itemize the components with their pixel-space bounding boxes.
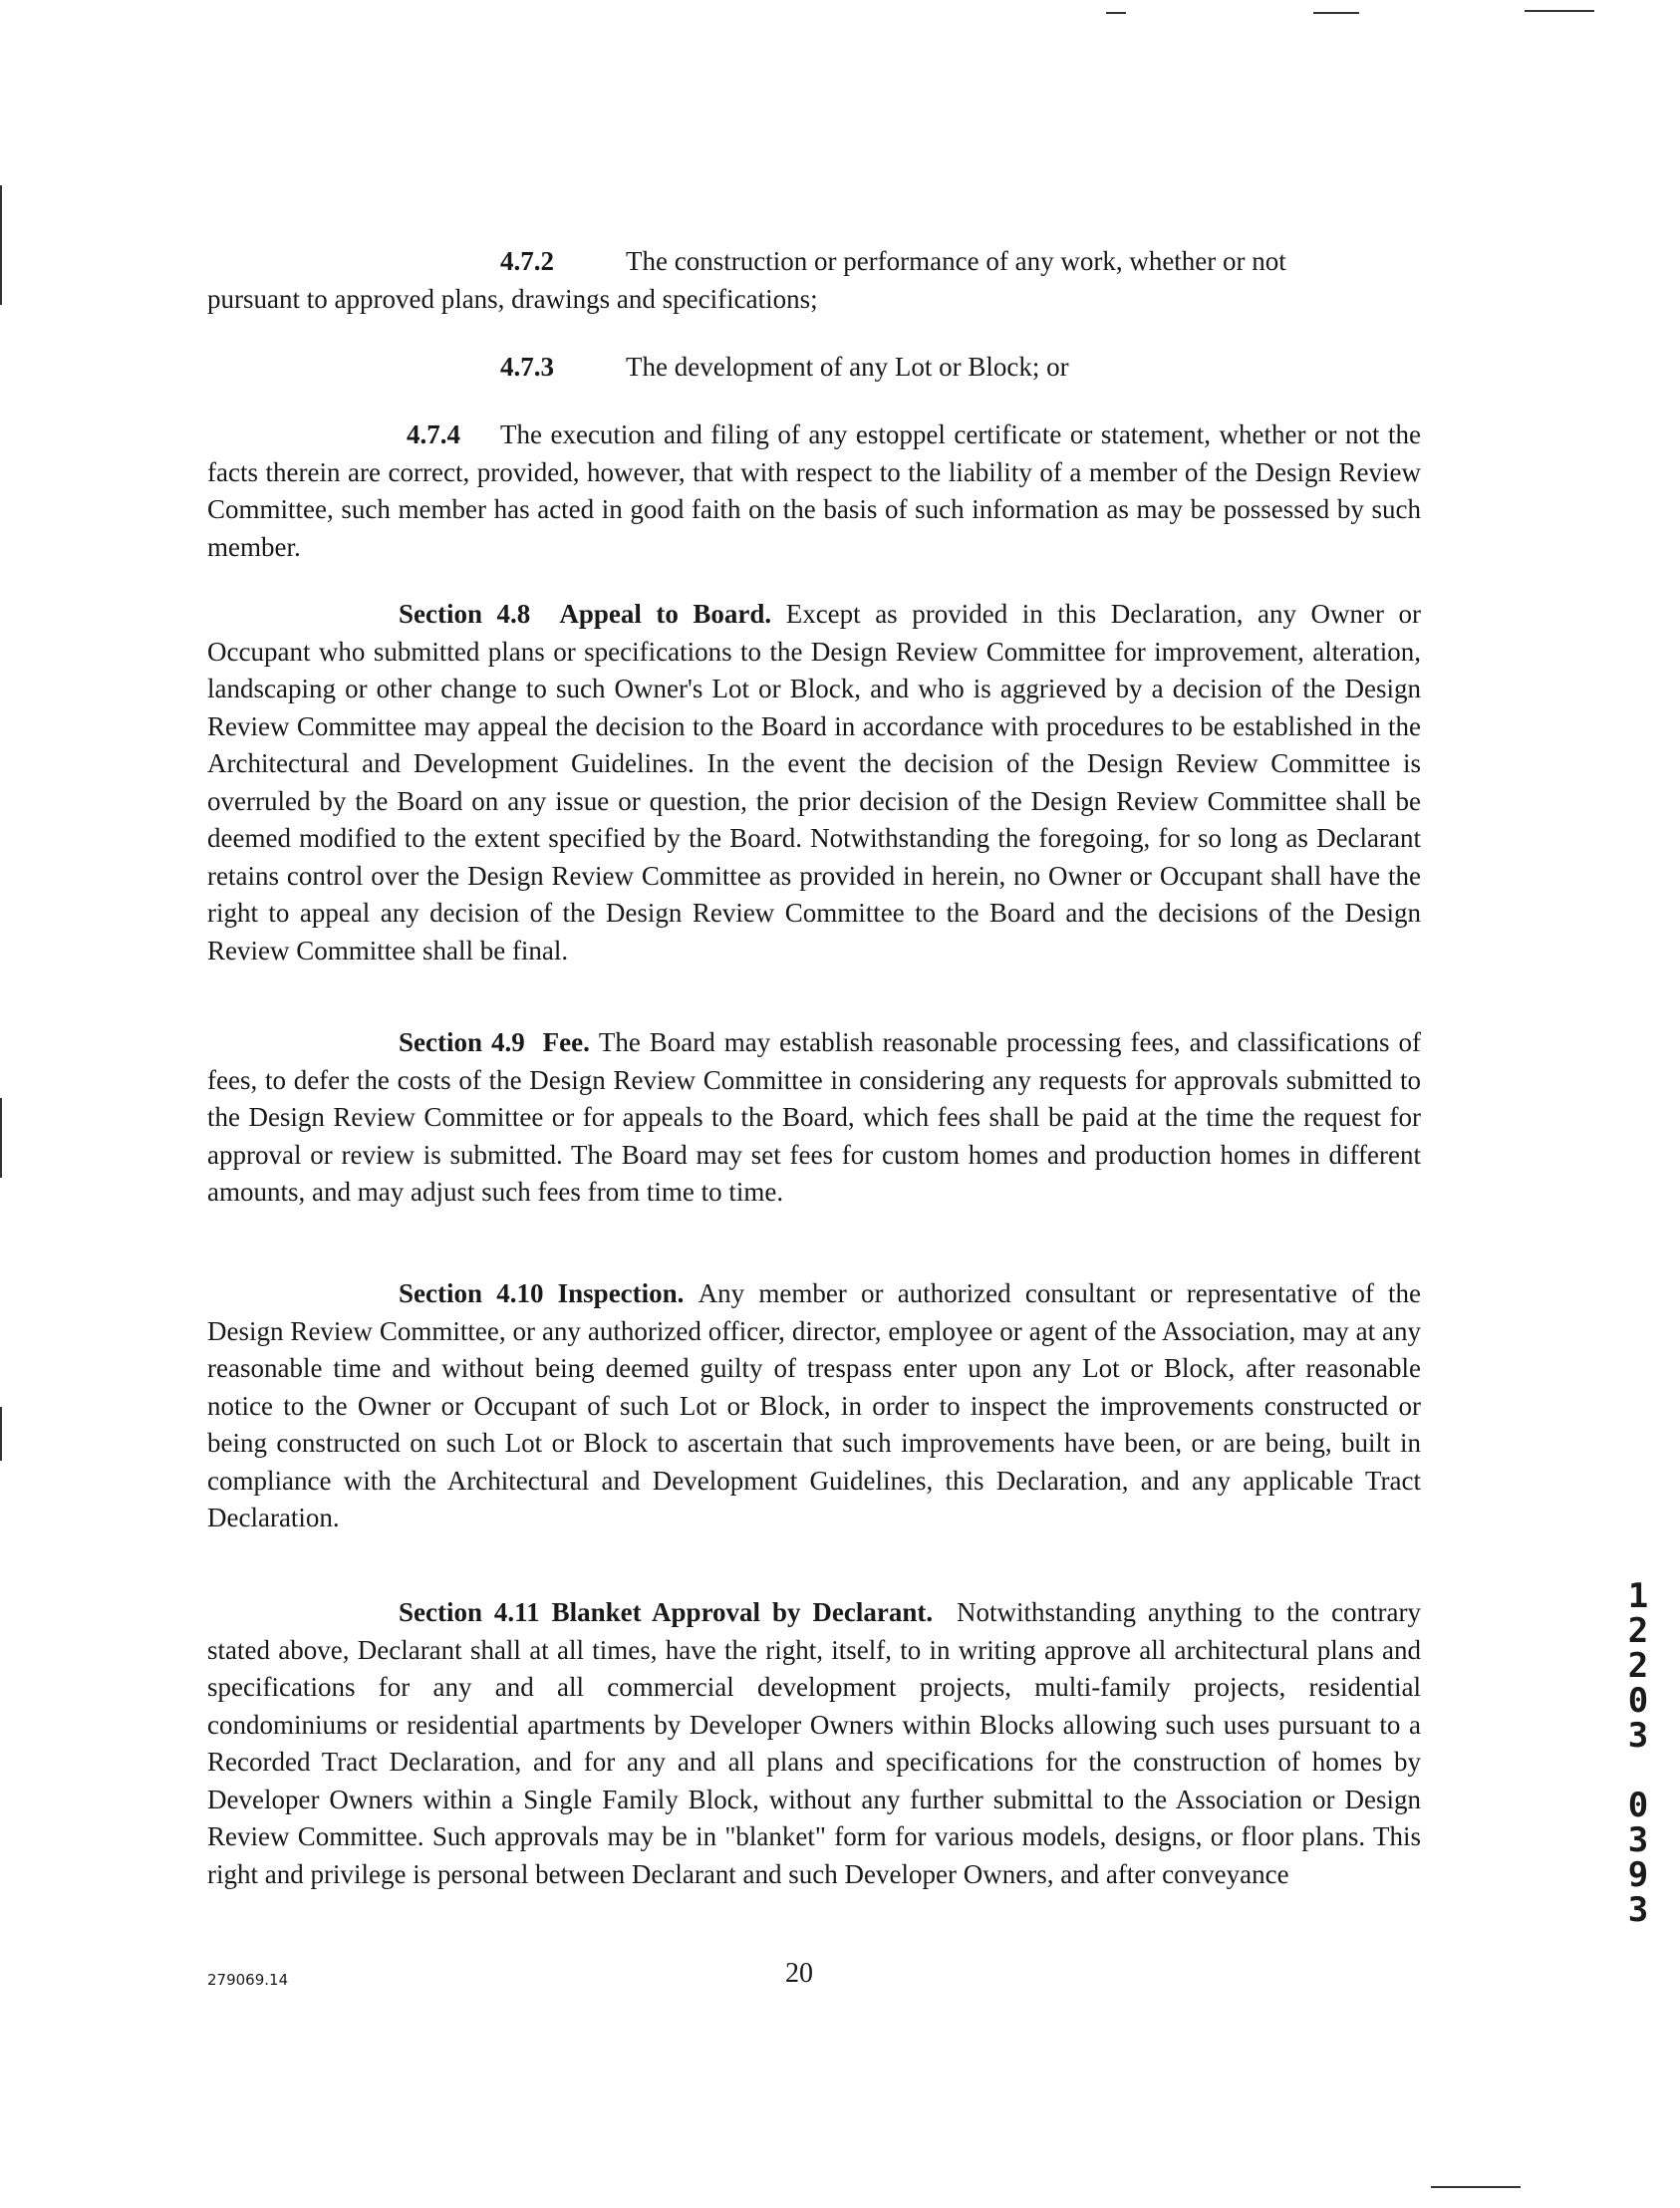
section-body: Except as provided in this Declaration, any Owner or Occupant who submitted plans or specifications to the Design Review Committee for improvement, alteration, landscaping or other change to such Owner's Lot or Block, and who is aggrieved by a decision of the Design Review Committee may appeal the decision to the Board in accordance with procedures to be established in the Architectural and Development Guidelines. In the event the decision of the Design Review Committee is overruled by the Board on any issue or question, the prior decision of the Design Review Committee shall be deemed modified to the extent specified by the Board. Notwithstanding the foregoing, for so long as Declarant retains control over the Design Review Committee as provided in herein, no Owner or Occupant shall have the right to appeal any decision of the Design Review Committee to the Board and the decisions of the Design Review Committee shall be final. <box>207 599 1421 966</box>
item-text: The development of any Lot or Block; or <box>626 352 1069 382</box>
section-4-9 <box>207 1024 1421 1212</box>
section-label: Section 4.10 <box>399 1278 544 1308</box>
scan-mark <box>0 1098 2 1178</box>
section-4-10 <box>207 1275 1421 1537</box>
item-4-7-4 <box>207 416 1421 566</box>
item-number: 4.7.4 <box>407 419 460 449</box>
scan-mark <box>1525 10 1594 12</box>
item-number: 4.7.2 <box>500 246 554 276</box>
item-continuation <box>207 281 818 319</box>
item-4-7-2 <box>500 243 1286 281</box>
scan-mark <box>1106 12 1126 14</box>
section-label: Section 4.11 <box>399 1597 540 1627</box>
recording-stamp <box>1618 1576 1658 1930</box>
section-heading: Inspection. <box>557 1278 685 1308</box>
item-4-7-3 <box>500 349 1069 387</box>
section-heading: Fee. <box>542 1027 590 1057</box>
section-body: The Board may establish reasonable processing fees, and classifications of fees, to defer the costs of the Design Review Committee in considering any requests for approvals submitted to the Design Review Committee or for appeals to the Board, which fees shall be paid at the time the request for approval or review is submitted. The Board may set fees for custom homes and production homes in different amounts, and may adjust such fees from time to time. <box>207 1027 1422 1207</box>
section-4-8 <box>207 596 1421 969</box>
scan-mark <box>0 185 2 305</box>
section-body: Notwithstanding anything to the contrary stated above, Declarant shall at all times, have the right, itself, to in writing approve all architectural plans and specifications for any and all commercial development projects, multi-family projects, residential condominiums or residential apartments by Developer Owners within Blocks allowing such uses pursuant to a Recorded Tract Declaration, and for any and all plans and specifications for the construction of homes by Developer Owners within a Single Family Block, without any further submittal to the Association or Design Review Committee. Such approvals may be in "blanket" form for various models, designs, or floor plans. This right and privilege is personal between Declarant and such Developer Owners, and after conveyance <box>207 1597 1422 1889</box>
scan-mark <box>1313 12 1359 14</box>
section-heading: Appeal to Board. <box>559 599 772 629</box>
stamp-digit <box>1618 1754 1658 1789</box>
stamp-digit: 2 <box>1627 1646 1649 1686</box>
item-number: 4.7.3 <box>500 352 554 382</box>
stamp-digit: 1 <box>1627 1576 1649 1616</box>
section-body: Any member or authorized consultant or representative of the Design Review Committee, or any authorized officer, director, employee or agent of the Association, may at any reasonable time and without being deemed guilty of trespass enter upon any Lot or Block, after reasonable notice to the Owner or Occupant of such Lot or Block, in order to inspect the improvements constructed or being constructed on such Lot or Block to ascertain that such improvements have been, or are being, built in compliance with the Architectural and Development Guidelines, this Declaration, and any applicable Tract Declaration. <box>207 1278 1422 1532</box>
stamp-digit: 0 <box>1627 1681 1649 1721</box>
item-text: The construction or performance of any work, whether or not <box>626 246 1286 276</box>
stamp-digit: 3 <box>1627 1890 1649 1930</box>
page-number: 20 <box>785 1958 813 1989</box>
section-label: Section 4.9 <box>399 1027 525 1057</box>
scan-mark <box>0 1407 2 1461</box>
item-text: The execution and filing of any estoppel certificate or statement, whether or not the facts therein are correct, provided, however, that with respect to the liability of a member of the Design Review Committee, such member has acted in good faith on the basis of such information as may be possessed by such member. <box>207 419 1421 562</box>
stamp-digit: 2 <box>1627 1611 1649 1651</box>
section-4-11 <box>207 1594 1421 1893</box>
footer-doc-id: 279069.14 <box>207 1971 289 1989</box>
section-label: Section 4.8 <box>399 599 531 629</box>
stamp-digit: 0 <box>1627 1786 1649 1825</box>
stamp-digit: 3 <box>1627 1820 1649 1860</box>
section-heading: Blanket Approval by Declarant. <box>551 1597 934 1627</box>
stamp-digit: 9 <box>1627 1855 1649 1895</box>
stamp-digit: 3 <box>1627 1716 1649 1756</box>
scan-mark <box>1431 2186 1521 2188</box>
item-continuation-text: pursuant to approved plans, drawings and specifications; <box>207 284 818 314</box>
